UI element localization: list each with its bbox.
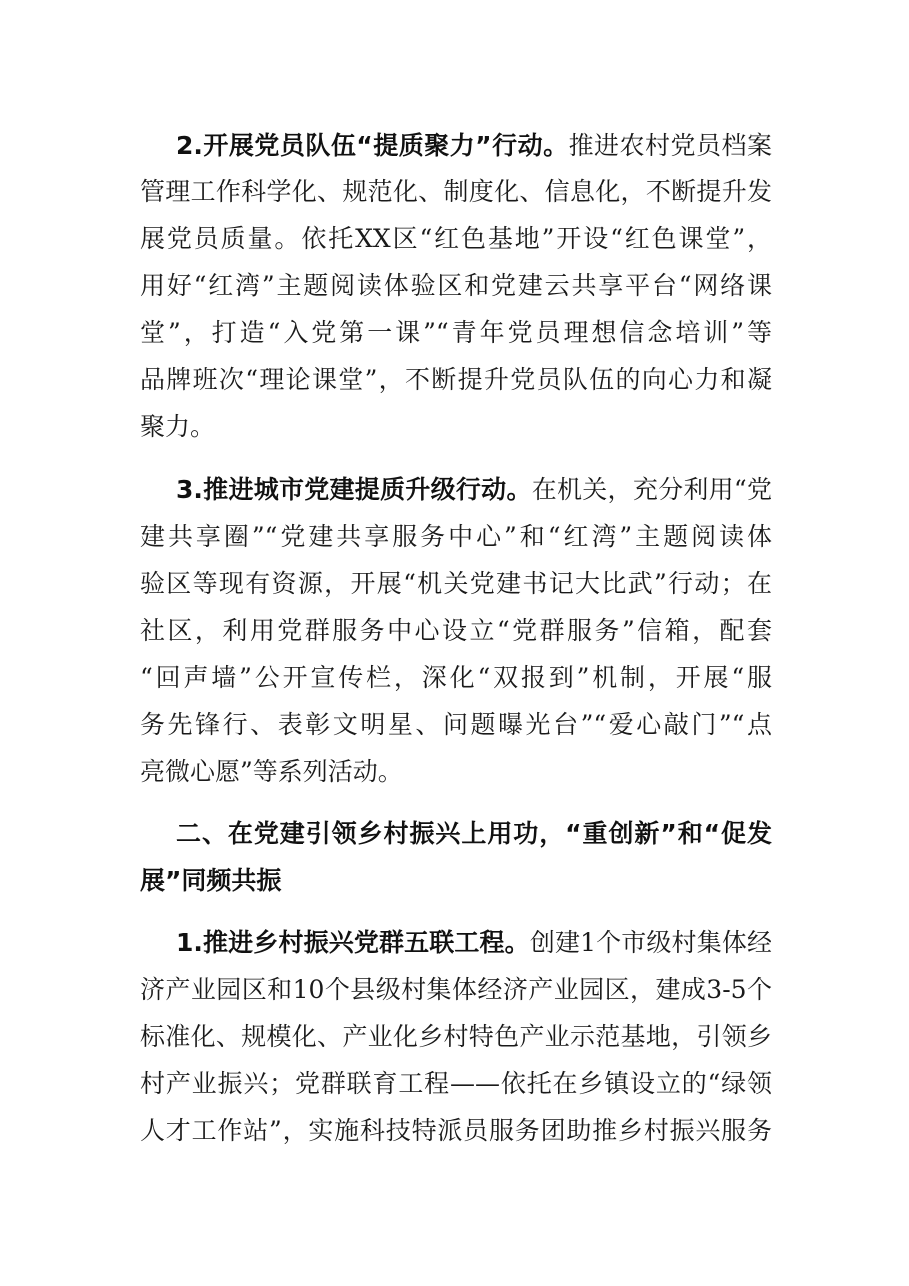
- item2-line1-text: 推进农村党员档案: [568, 131, 772, 160]
- item2-line-5: 堂”，打造“入党第一课”“青年党员理想信念培训”等: [140, 318, 772, 347]
- section-heading-line-1: [176, 814, 772, 854]
- item3-line1-text: 在机关，充分利用“党: [531, 475, 772, 504]
- item2-line-7: 聚力。: [140, 412, 216, 441]
- item1-line-1: [176, 923, 772, 963]
- item1-line-2: 济产业园区和10个县级村集体经济产业园区，建成3-5个: [140, 975, 772, 1004]
- section-heading-text-1: 二、在党建引领乡村振兴上用功，“重创新”和“促发: [176, 819, 772, 848]
- item3-line-3: 验区等现有资源，开展“机关党建书记大比武”行动；在: [140, 569, 772, 598]
- item3-line-5: “回声墙”公开宣传栏，深化“双报到”机制，开展“服: [140, 663, 772, 692]
- item2-line-4: 用好“红湾”主题阅读体验区和党建云共享平台“网络课: [140, 271, 772, 300]
- item2-line-1: [176, 126, 772, 166]
- item2-line-2: 管理工作科学化、规范化、制度化、信息化，不断提升发: [140, 177, 772, 206]
- item3-line-6: 务先锋行、表彰文明星、问题曝光台”“爱心敲门”“点: [140, 710, 772, 739]
- section-heading-text-2: 展”同频共振: [140, 866, 282, 895]
- item3-line-4: 社区，利用党群服务中心设立“党群服务”信箱，配套: [140, 616, 772, 645]
- item3-line-1: [176, 470, 772, 510]
- item2-line-6: 品牌班次“理论课堂”，不断提升党员队伍的向心力和凝: [140, 365, 772, 394]
- item3-line-7: 亮微心愿”等系列活动。: [140, 757, 403, 786]
- item1-title: 1.推进乡村振兴党群五联工程。: [176, 928, 530, 957]
- item1-line-3: 标准化、规模化、产业化乡村特色产业示范基地，引领乡: [140, 1022, 772, 1051]
- item1-line1-text: 创建1个市级村集体经: [529, 928, 772, 957]
- item3-line-2: 建共享圈”“党建共享服务中心”和“红湾”主题阅读体: [140, 522, 772, 551]
- item2-title: 2.开展党员队伍“提质聚力”行动。: [176, 131, 569, 160]
- item2-line-3: 展党员质量。依托XX区“红色基地”开设“红色课堂”，: [140, 224, 772, 253]
- item1-line-4: 村产业振兴；党群联育工程——依托在乡镇设立的“绿领: [140, 1069, 772, 1098]
- item1-line-5: 人才工作站”，实施科技特派员服务团助推乡村振兴服务: [140, 1116, 772, 1145]
- section-heading-line-2: [140, 861, 772, 901]
- item3-title: 3.推进城市党建提质升级行动。: [176, 475, 532, 504]
